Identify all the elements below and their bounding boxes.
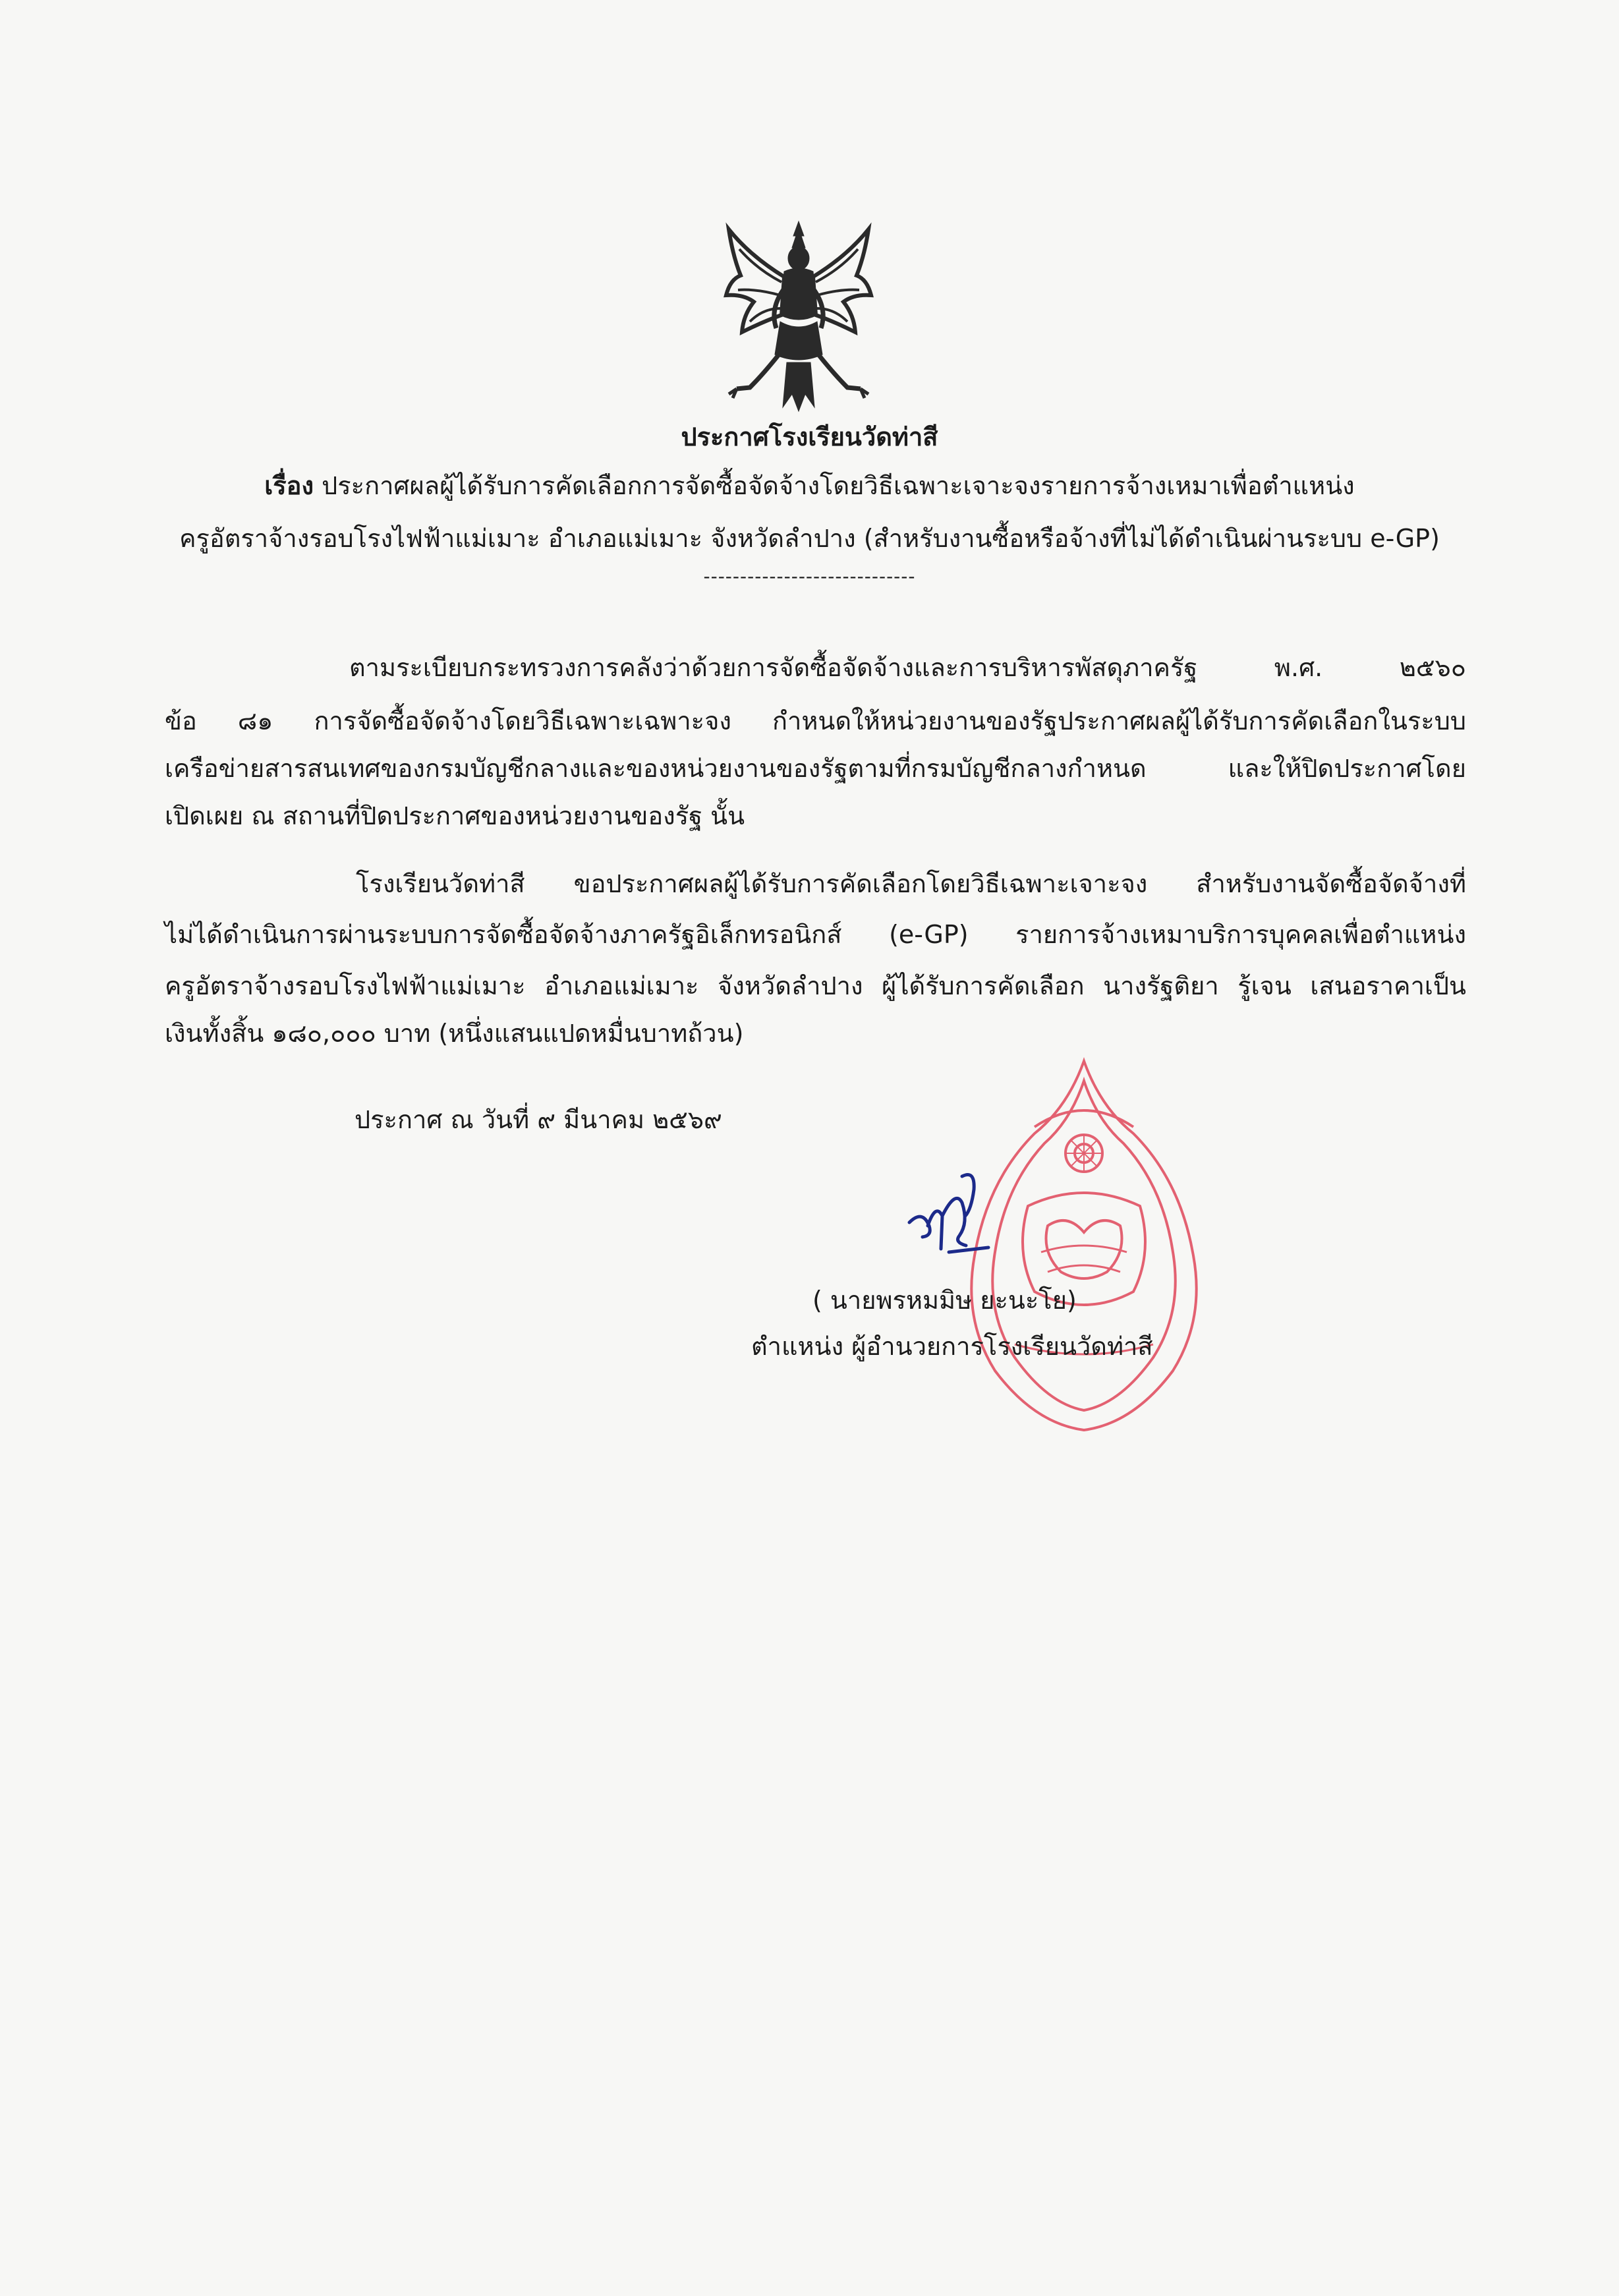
paragraph1-line-4: เปิดเผย ณ สถานที่ปิดประกาศของหน่วยงานของรัฐ นั้น (165, 801, 745, 830)
paragraph2-line-1: โรงเรียนวัดท่าสี ขอประกาศผลผู้ได้รับการคัดเลือกโดยวิธีเฉพาะเจาะจง สำหรับงานจัดซื้อจัดจ้างที่ (356, 869, 1466, 898)
garuda-emblem-icon (724, 216, 874, 414)
announcement-title: ประกาศโรงเรียนวัดท่าสี (681, 422, 938, 451)
paragraph2-line-4: เงินทั้งสิ้น ๑๘๐,๐๐๐ บาท (หนึ่งแสนแปดหมื่นบาทถ้วน) (165, 1019, 744, 1048)
subject-text-1: ประกาศผลผู้ได้รับการคัดเลือกการจัดซื้อจัดจ้างโดยวิธีเฉพาะเจาะจงรายการจ้างเหมาเพื่อตำแหน่ง (322, 471, 1355, 500)
divider: ----------------------------- (703, 565, 916, 587)
signer-name: ( นายพรหมมิษ ยะนะโย) (812, 1286, 1077, 1315)
paragraph2-line-3: ครูอัตราจ้างรอบโรงไฟฟ้าแม่เมาะ อำเภอแม่เมาะ จังหวัดลำปาง ผู้ได้รับการคัดเลือก นางรัฐติยา รู้เจน เสนอราคาเป็น (165, 971, 1466, 1000)
signer-position: ตำแหน่ง ผู้อำนวยการโรงเรียนวัดท่าสี (751, 1332, 1153, 1361)
signature-icon (903, 1163, 995, 1275)
paragraph1-line-1: ตามระเบียบกระทรวงการคลังว่าด้วยการจัดซื้อจัดจ้างและการบริหารพัสดุภาครัฐ พ.ศ. ๒๕๖๐ (349, 653, 1466, 682)
paragraph2-line-2: ไม่ได้ดำเนินการผ่านระบบการจัดซื้อจัดจ้างภาครัฐอิเล็กทรอนิกส์ (e-GP) รายการจ้างเหมาบริการบุคคลเพื่อตำแหน่ง (165, 920, 1466, 949)
paragraph1-line-3: เครือข่ายสารสนเทศของกรมบัญชีกลางและของหน่วยงานของรัฐตามที่กรมบัญชีกลางกำหนด และให้ปิดประกาศโดย (165, 754, 1466, 783)
subject-label: เรื่อง (264, 471, 314, 500)
announce-date: ประกาศ ณ วันที่ ๙ มีนาคม ๒๕๖๙ (355, 1105, 722, 1134)
subject-line-1 (165, 465, 1454, 505)
subject-line-2: ครูอัตราจ้างรอบโรงไฟฟ้าแม่เมาะ อำเภอแม่เมาะ จังหวัดลำปาง (สำหรับงานซื้อหรือจ้างที่ไม่ได้ดำเนินผ่านระบบ e-GP) (179, 524, 1440, 553)
paragraph1-line-2: ข้อ ๘๑ การจัดซื้อจัดจ้างโดยวิธีเฉพาะเฉพาะจง กำหนดให้หน่วยงานของรัฐประกาศผลผู้ได้รับการคัดเลือกในระบบ (165, 706, 1466, 735)
